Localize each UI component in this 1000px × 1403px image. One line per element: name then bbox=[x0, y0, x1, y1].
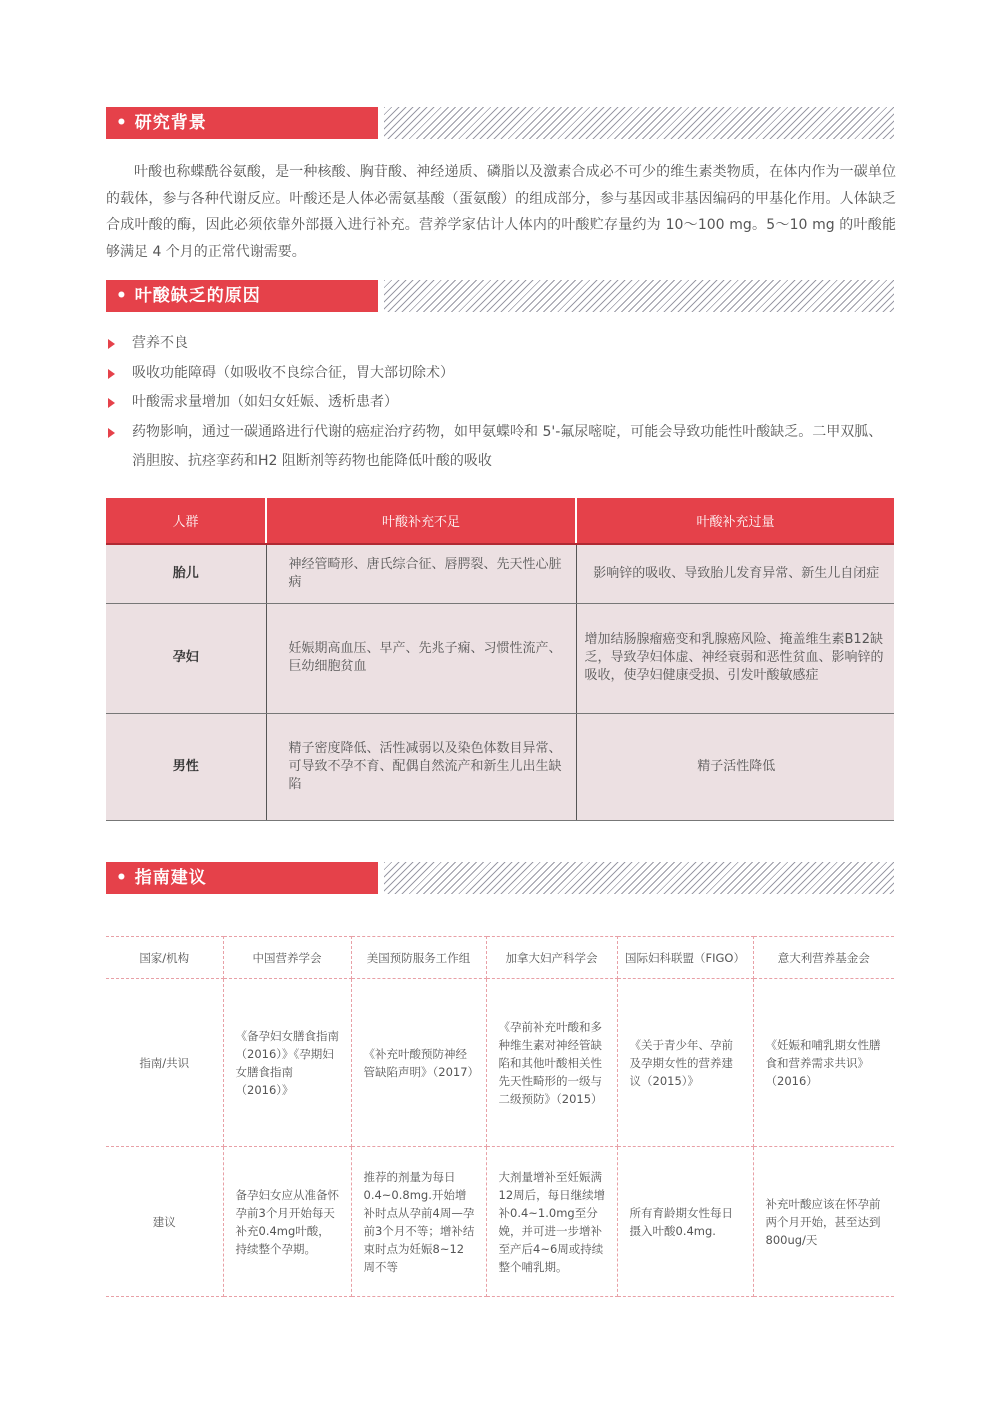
advice-cell: 备孕妇女应从准备怀孕前3个月开始每天补充0.4mg叶酸，持续整个孕期。 bbox=[223, 1147, 351, 1297]
guideline-cell: 《备孕妇女膳食指南（2016）》《孕期妇女膳食指南（2016）》 bbox=[223, 979, 351, 1147]
list-item: 药物影响，通过一碳通路进行代谢的癌症治疗药物，如甲氨蝶呤和 5'-氟尿嘧啶，可能会导致功能性叶酸缺乏。二甲双胍、消胆胺、抗痉挛药和H2 阻断剂等药物也能降低叶酸的吸收 bbox=[106, 418, 896, 477]
deficient-cell: 神经管畸形、唐氏综合征、唇腭裂、先天性心脏病 bbox=[266, 544, 576, 603]
advice-cell: 大剂量增补至妊娠满12周后，每日继续增补0.4~1.0mg至分娩，并可进一步增补至产后4~6周或持续整个哺乳期。 bbox=[486, 1147, 617, 1297]
group-cell: 胎儿 bbox=[106, 544, 266, 603]
section-header-hatch bbox=[384, 107, 894, 139]
list-item: 吸收功能障碍（如吸收不良综合征，胃大部切除术） bbox=[106, 359, 896, 389]
table-header-cell: 意大利营养基金会 bbox=[753, 937, 894, 979]
table-header-cell: 叶酸补充不足 bbox=[266, 498, 576, 544]
table-row bbox=[106, 1147, 894, 1297]
section-title-guidelines: 指南建议 bbox=[134, 868, 207, 888]
section-title-causes: 叶酸缺乏的原因 bbox=[134, 286, 261, 306]
guidelines-table bbox=[106, 936, 894, 1297]
causes-list bbox=[106, 329, 896, 477]
list-item: 营养不良 bbox=[106, 329, 896, 359]
deficient-cell: 妊娠期高血压、早产、先兆子痫、习惯性流产、巨幼细胞贫血 bbox=[266, 603, 576, 713]
table-header-cell: 美国预防服务工作组 bbox=[351, 937, 486, 979]
table-header-cell: 国家/机构 bbox=[106, 937, 223, 979]
table-header-cell: 叶酸补充过量 bbox=[576, 498, 894, 544]
section-header-guidelines bbox=[106, 862, 894, 894]
folate-effects-table bbox=[106, 498, 894, 821]
group-cell: 孕妇 bbox=[106, 603, 266, 713]
excess-cell: 影响锌的吸收、导致胎儿发育异常、新生儿自闭症 bbox=[576, 544, 894, 603]
guideline-cell: 《关于青少年、孕前及孕期女性的营养建议（2015）》 bbox=[617, 979, 753, 1147]
arrow-bullet-icon bbox=[108, 428, 115, 438]
table-header-cell: 中国营养学会 bbox=[223, 937, 351, 979]
group-cell: 男性 bbox=[106, 713, 266, 820]
advice-cell: 补充叶酸应该在怀孕前两个月开始，甚至达到800ug/天 bbox=[753, 1147, 894, 1297]
guideline-cell: 《补充叶酸预防神经管缺陷声明》（2017） bbox=[351, 979, 486, 1147]
arrow-bullet-icon bbox=[108, 398, 115, 408]
row-label-cell: 建议 bbox=[106, 1147, 223, 1297]
section-header-hatch bbox=[384, 862, 894, 894]
guideline-cell: 《妊娠和哺乳期女性膳食和营养需求共识》（2016） bbox=[753, 979, 894, 1147]
arrow-bullet-icon bbox=[108, 339, 115, 349]
guideline-cell: 《孕前补充叶酸和多种维生素对神经管缺陷和其他叶酸相关性先天性畸形的一级与二级预防》（2015） bbox=[486, 979, 617, 1147]
table-header-cell: 人群 bbox=[106, 498, 266, 544]
table-row bbox=[106, 979, 894, 1147]
excess-cell: 精子活性降低 bbox=[576, 713, 894, 820]
background-paragraph: 叶酸也称蝶酰谷氨酸，是一种核酸、胸苷酸、神经递质、磷脂以及激素合成必不可少的维生素类物质，在体内作为一碳单位的载体，参与各种代谢反应。叶酸还是人体必需氨基酸（蛋氨酸）的组成部分，参与基因或非基因编码的甲基化作用。人体缺乏合成叶酸的酶，因此必须依靠外部摄入进行补充。营养学家估计人体内的叶酸贮存量约为 10～100 mg。5～10 mg 的叶酸能够满足 4 个月的正常代谢需要。 bbox=[106, 164, 896, 260]
table-header-cell: 国际妇科联盟（FIGO） bbox=[617, 937, 753, 979]
table-header-row bbox=[106, 937, 894, 979]
table-row bbox=[106, 544, 894, 603]
advice-cell: 推荐的剂量为每日0.4~0.8mg.开始增补时点从孕前4周—孕前3个月不等；增补结束时点为妊娠8~12周不等 bbox=[351, 1147, 486, 1297]
section-title-background: 研究背景 bbox=[134, 113, 207, 133]
section-header-red-block: • 指南建议 bbox=[106, 862, 378, 894]
section-header-red-block: • 叶酸缺乏的原因 bbox=[106, 280, 378, 312]
table-row bbox=[106, 713, 894, 820]
table-header-row bbox=[106, 498, 894, 544]
row-label-cell: 指南/共识 bbox=[106, 979, 223, 1147]
excess-cell: 增加结肠腺瘤癌变和乳腺癌风险、掩盖维生素B12缺乏，导致孕妇体虚、神经衰弱和恶性贫血、影响锌的吸收，使孕妇健康受损、引发叶酸敏感症 bbox=[576, 603, 894, 713]
section-header-background bbox=[106, 107, 894, 139]
arrow-bullet-icon bbox=[108, 369, 115, 379]
table-row bbox=[106, 603, 894, 713]
table-header-cell: 加拿大妇产科学会 bbox=[486, 937, 617, 979]
section-header-red-block: • 研究背景 bbox=[106, 107, 378, 139]
advice-cell: 所有育龄期女性每日摄入叶酸0.4mg. bbox=[617, 1147, 753, 1297]
list-item: 叶酸需求量增加（如妇女妊娠、透析患者） bbox=[106, 388, 896, 418]
deficient-cell: 精子密度降低、活性减弱以及染色体数目异常、可导致不孕不育、配偶自然流产和新生儿出生缺陷 bbox=[266, 713, 576, 820]
section-header-causes bbox=[106, 280, 894, 312]
section-header-hatch bbox=[384, 280, 894, 312]
